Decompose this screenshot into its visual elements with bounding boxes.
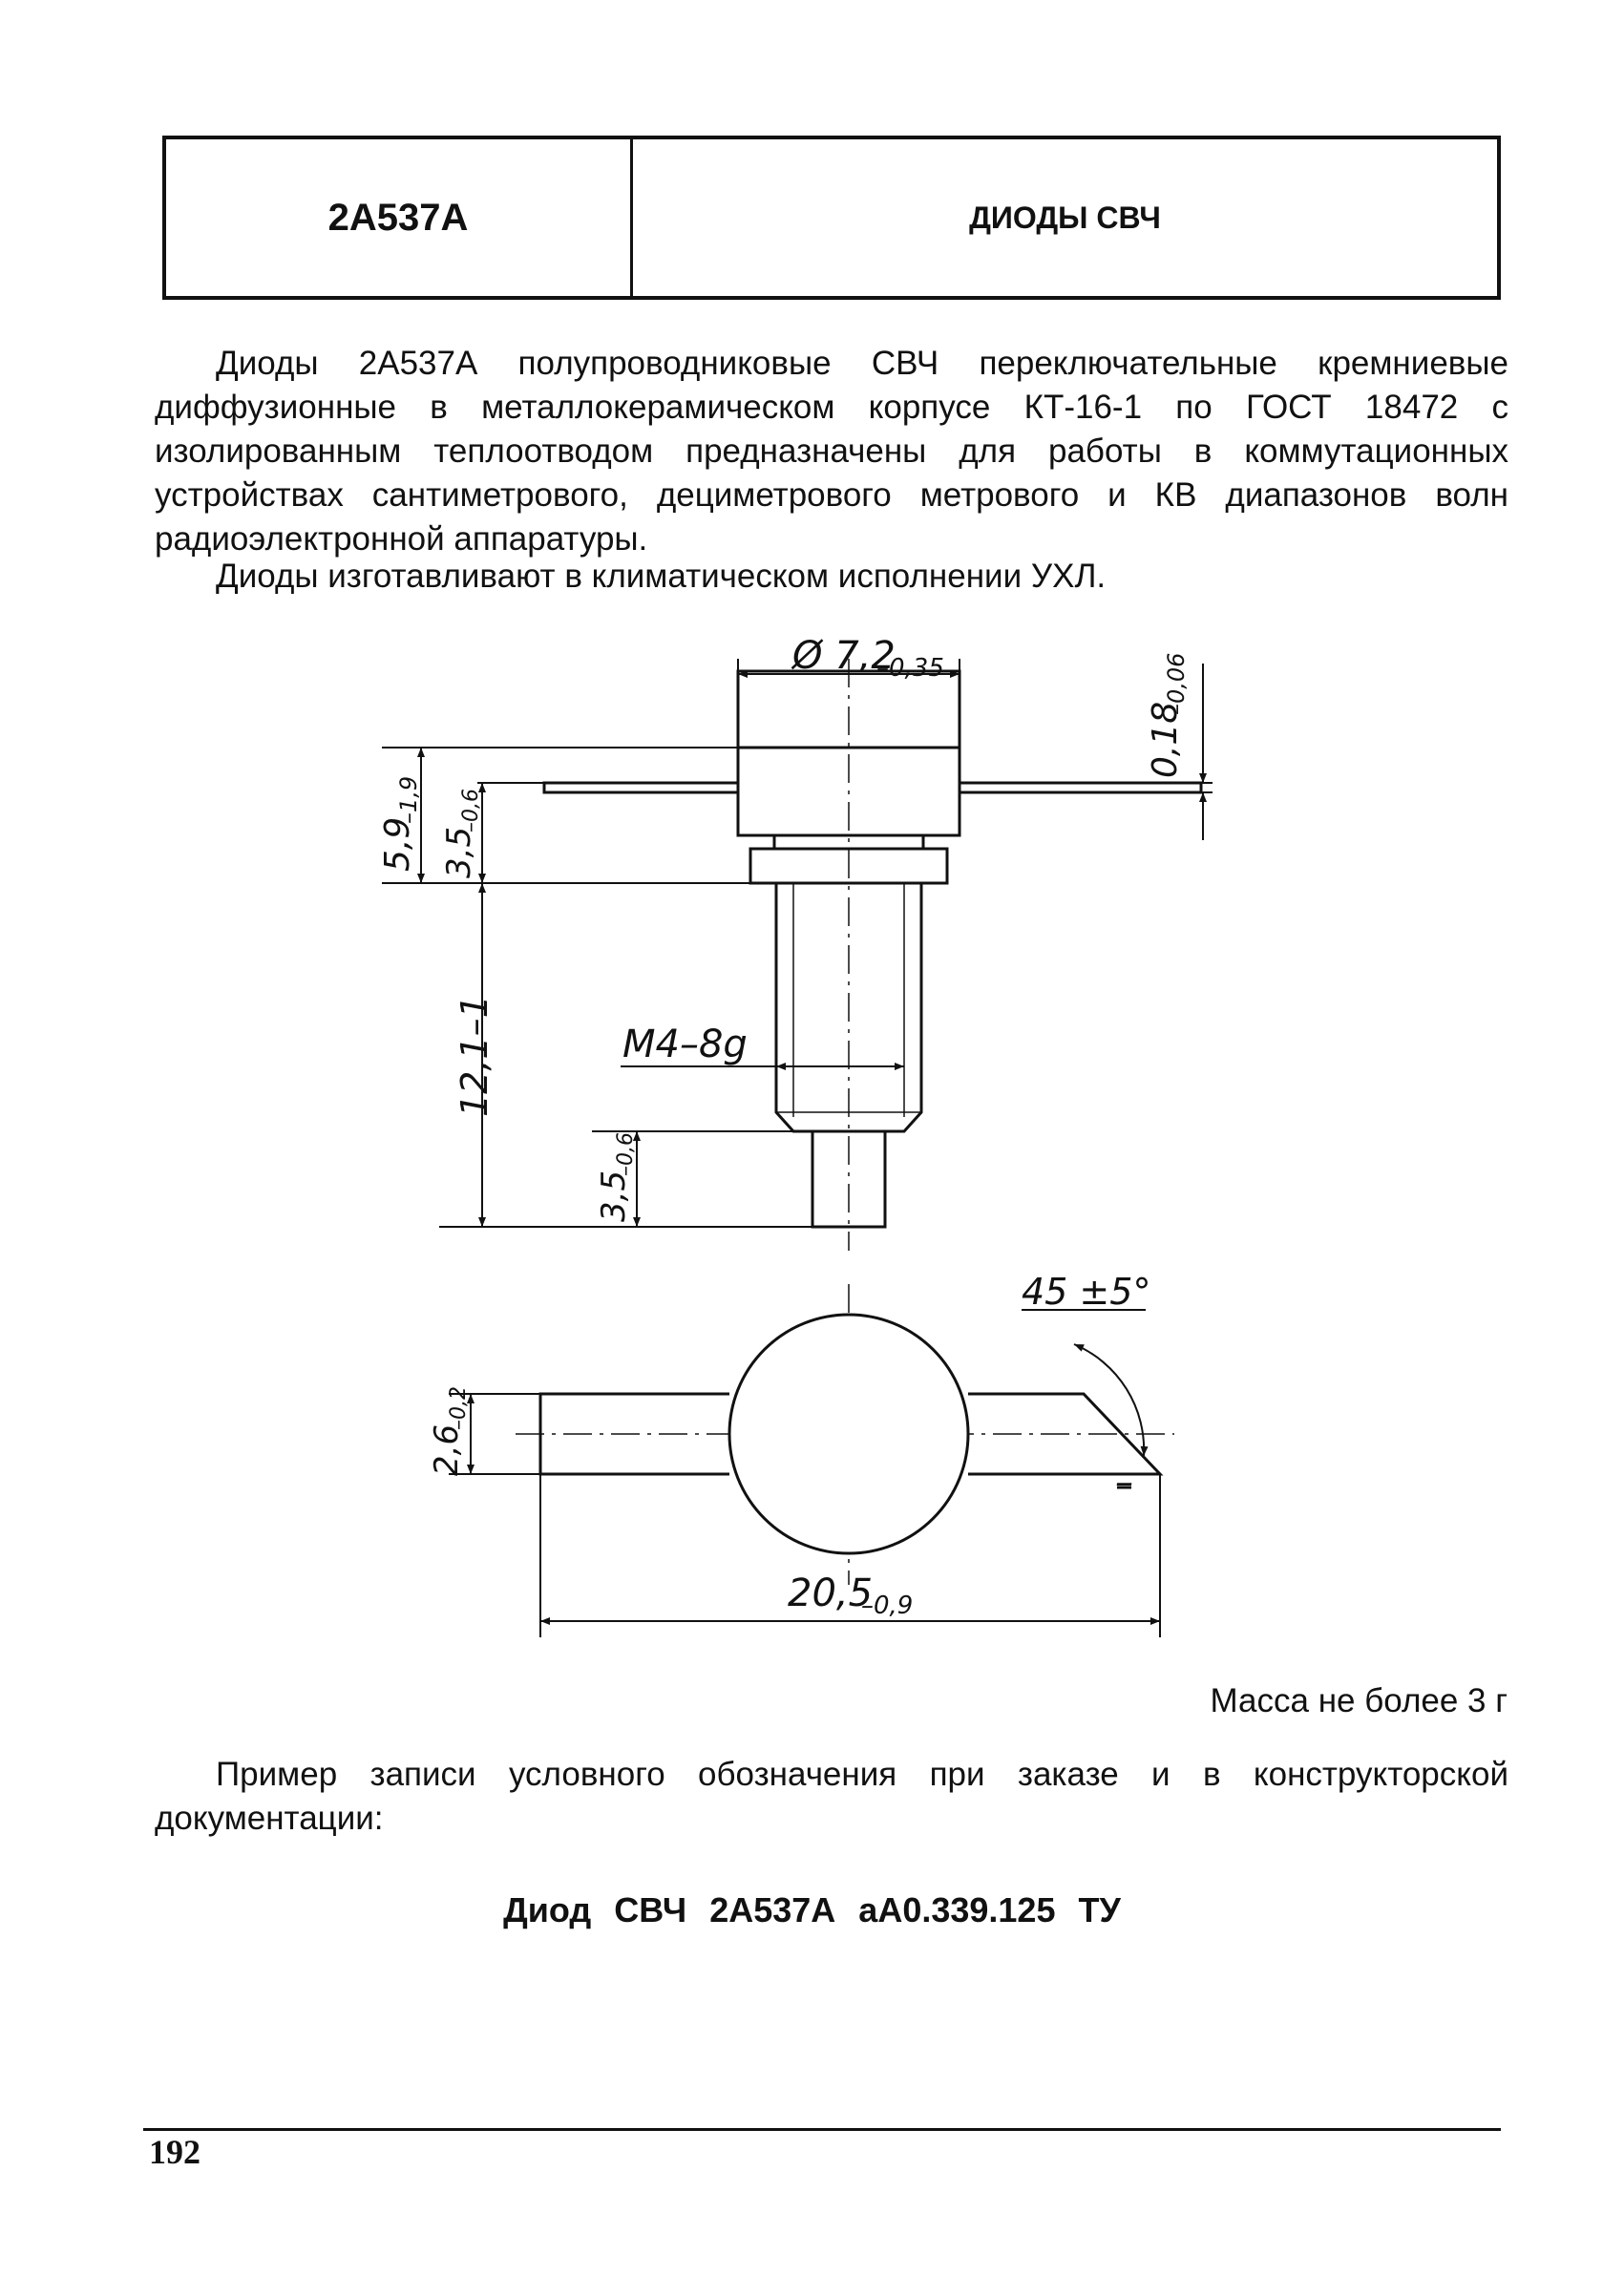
designation-example-intro: Пример записи условного обозначения при заказе и в конструкторской документации: [155,1756,1508,1837]
top-view [516,1284,1174,1585]
lead-left [544,783,738,792]
dim-pin-length-tolerance: –0,6 [614,1132,638,1176]
dim-overall-length-tolerance: –0,9 [861,1592,914,1620]
dim-total-height: 5,9 [378,816,417,872]
page-number: 192 [149,2133,200,2171]
lead-right [960,783,1201,792]
designation-example: Диод СВЧ 2А537А аА0.339.125 ТУ [503,1890,1121,1929]
dim-diameter: Ø 7,2 [792,634,896,678]
dim-lead-thickness-tolerance: –0,06 [1163,652,1190,715]
category-title: ДИОДЫ СВЧ [969,200,1161,235]
description-paragraph: Диоды 2А537А полупроводниковые СВЧ переключательные кремниевые диффузионные в металлокерамическом корпусе КТ-16-1 по ГОСТ 18472 с изолированным теплоотводом предназначены для работы в коммутационных устройствах сантиметрового, дециметрового метрового и КВ диапазонов волн радиоэлектронной аппаратуры. [155,345,1508,558]
dim-diameter-tolerance: –0,35 [876,654,944,683]
dim-body-height: 3,5 [440,826,478,878]
dim-lead-width-tolerance: –0,2 [447,1386,471,1430]
mass-note: Масса не более 3 г [1210,1682,1508,1719]
part-number: 2А537А [166,139,633,296]
dim-pin-length: 3,5 [595,1170,633,1222]
dim-lead-thickness: 0,18 [1146,701,1185,778]
top-body-circle [729,1315,968,1553]
dim-stud-length: 12,1–1 [453,995,496,1117]
dim-body-height-tolerance: –0,6 [459,789,483,833]
polarity-mark: – [1115,1461,1133,1503]
dim-overall-length: 20,5 [788,1571,874,1615]
dim-lead-width: 2,6 [428,1423,466,1476]
climatic-paragraph: Диоды изготавливают в климатическом исполнении УХЛ. [216,558,1107,595]
dim-thread: М4–8g [622,1023,748,1066]
footer-rule [143,2128,1501,2131]
dim-total-height-tolerance: –1,9 [395,775,422,824]
dim-chamfer-angle: 45 ±5° [1022,1271,1151,1313]
